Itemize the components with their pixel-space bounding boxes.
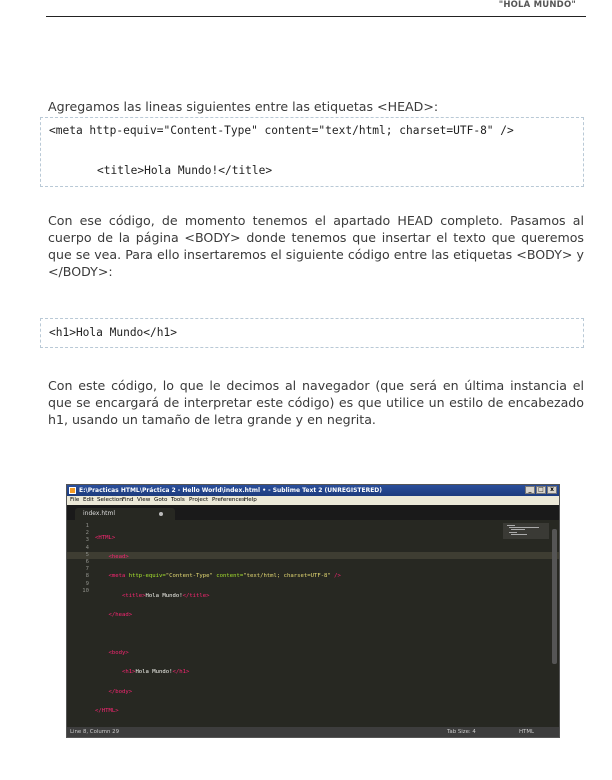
code-line-9: [95, 689, 341, 696]
code-token: <meta: [108, 573, 126, 580]
code-token: content=: [216, 573, 244, 580]
paragraph-explanation: Con este código, lo que le decimos al navegador (que será en última instancia el que se encargará de interpretar este código) es que utilice un estilo de encabezado h1, usando un tamaño de letra grande y en negrita.: [48, 378, 584, 427]
code-token: </h1>: [172, 669, 190, 676]
code-box-head: [40, 117, 584, 187]
code-token: <head>: [108, 554, 129, 561]
code-token: "Content-Type": [165, 573, 213, 580]
code-line-10: [95, 708, 341, 715]
code-token: Hola Mundo!: [135, 669, 173, 676]
status-position: Line 8, Column 29: [70, 729, 120, 735]
code-box-body: [40, 318, 584, 348]
code-token: </HTML>: [95, 707, 119, 714]
menu-bar: [67, 496, 559, 505]
status-bar: [67, 727, 559, 737]
line-number: 1: [85, 523, 89, 529]
code-token: "text/html; charset=UTF-8": [243, 573, 331, 580]
code-line-4: [95, 593, 341, 600]
sublime-window: [66, 484, 560, 738]
app-icon: [69, 487, 76, 494]
line-gutter: [67, 523, 89, 595]
line-number: 2: [85, 530, 89, 537]
window-title: E:\Practicas HTML\Práctica 2 - Hello World\index.html • - Sublime Text 2 (UNREGISTERED): [79, 487, 383, 494]
code-token: Hola Mundo!: [145, 592, 183, 599]
status-tab-size[interactable]: Tab Size: 4: [447, 729, 476, 735]
menu-help[interactable]: Help: [244, 497, 257, 503]
code-token: </head>: [108, 611, 133, 618]
modified-dot-icon[interactable]: [159, 512, 163, 516]
menu-find[interactable]: Find: [122, 497, 134, 503]
menu-project[interactable]: Project: [189, 497, 209, 503]
code-line-6: [95, 631, 341, 638]
code-line-title: <title>Hola Mundo!</title>: [97, 164, 273, 177]
code-line-h1: <h1>Hola Mundo</h1>: [49, 326, 177, 339]
title-bar: [67, 485, 559, 496]
minimize-button[interactable]: _: [525, 486, 535, 494]
code-line-7: [95, 650, 341, 657]
line-number: 4: [85, 544, 89, 551]
line-number: 7: [85, 566, 89, 573]
code-line-8: [95, 669, 341, 676]
code-token: </title>: [182, 592, 210, 599]
line-number: 8: [85, 573, 89, 580]
maximize-button[interactable]: □: [536, 486, 546, 494]
menu-goto[interactable]: Goto: [154, 497, 168, 503]
line-number: 3: [85, 537, 89, 544]
line-number: 9: [85, 580, 89, 587]
paragraph-body-intro: Con ese código, de momento tenemos el apartado HEAD completo. Pasamos al cuerpo de la página <BODY> donde tenemos que insertar el texto que queremos que se vea. Para ello insertaremos el siguiente código entre las etiquetas <BODY> y </BODY>:: [48, 213, 584, 279]
tab-index-html[interactable]: [75, 508, 175, 520]
minimap[interactable]: [503, 523, 549, 539]
menu-view[interactable]: View: [137, 497, 151, 503]
code-token: <h1>: [121, 669, 136, 676]
code-token: </body>: [108, 688, 133, 695]
header-rule: [46, 16, 586, 17]
line-number: 5: [85, 551, 89, 558]
close-button[interactable]: x: [547, 486, 557, 494]
menu-edit[interactable]: Edit: [83, 497, 94, 503]
line-number: 6: [85, 558, 89, 565]
status-syntax[interactable]: HTML: [519, 729, 535, 735]
menu-preferences[interactable]: Preferences: [212, 497, 245, 503]
code-line-meta: <meta http-equiv="Content-Type" content="text/html; charset=UTF-8" />: [49, 124, 514, 137]
menu-selection[interactable]: Selection: [97, 497, 123, 503]
menu-tools[interactable]: Tools: [171, 497, 185, 503]
code-token: />: [334, 573, 341, 580]
tab-label: index.html: [83, 510, 115, 517]
tab-bar: [67, 505, 559, 520]
header-title: "HOLA MUNDO": [498, 0, 576, 10]
code-token: <HTML>: [95, 535, 116, 541]
vertical-scrollbar[interactable]: [552, 529, 557, 664]
line-number: 10: [82, 587, 89, 594]
code-editor[interactable]: [95, 523, 341, 727]
code-line-2: [95, 554, 341, 561]
code-token: http-equiv=: [128, 573, 166, 580]
code-line-3: [95, 573, 341, 580]
code-token: <title>: [121, 592, 146, 599]
menu-file[interactable]: File: [70, 497, 80, 503]
code-token: <body>: [108, 650, 129, 657]
code-line-5: [95, 612, 341, 619]
code-line-1: [95, 535, 341, 542]
paragraph-intro: Agregamos las lineas siguientes entre las etiquetas <HEAD>:: [48, 99, 439, 114]
